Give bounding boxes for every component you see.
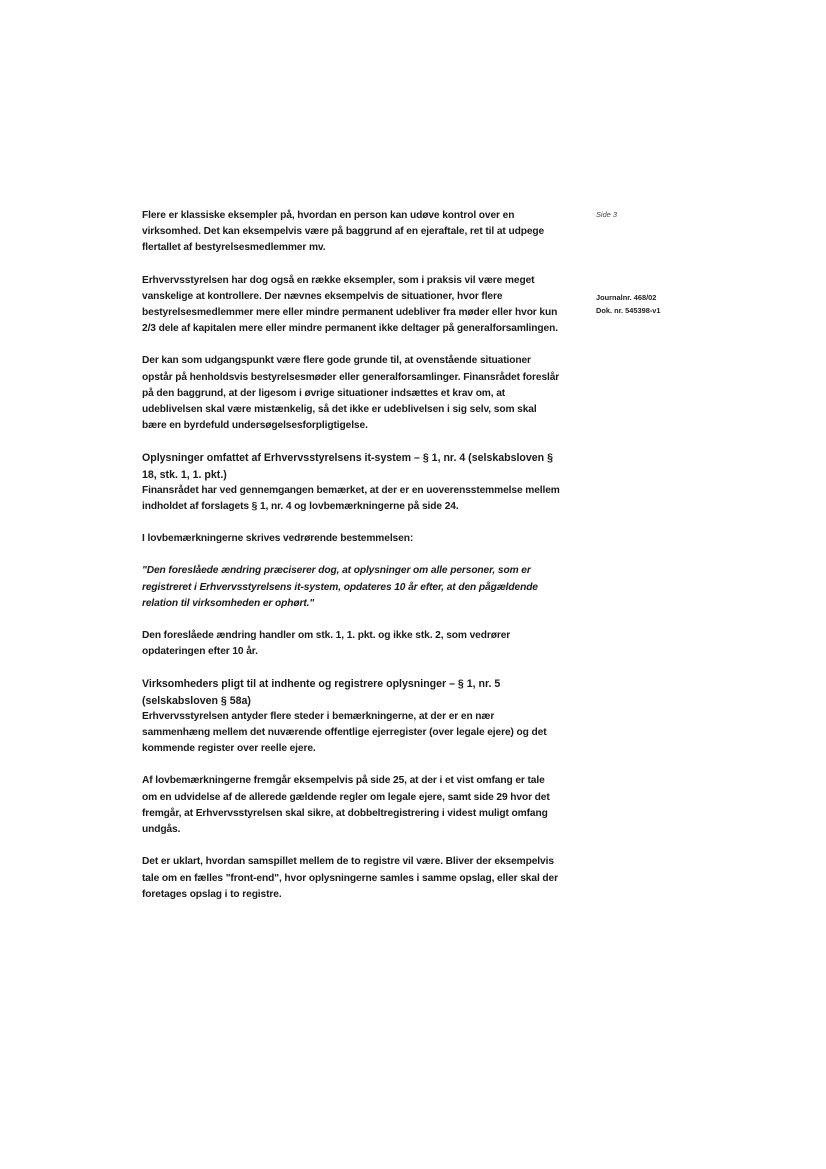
paragraph-discrepancy: Finansrådet har ved gennemgangen bemærket, at der er en uoverensstemmelse mellem indholdet af forslagets § 1, nr. 4 og lovbemærkningerne på side 24. [142, 484, 560, 513]
document-number: Dok. nr. 545398-v1 [596, 306, 661, 315]
paragraph-amendment: Den foreslåede ændring handler om stk. 1, 1. pkt. og ikke stk. 2, som vedrører opdateringen efter 10 år. [142, 630, 511, 658]
paragraph-control-examples: Flere er klassiske eksempler på, hvordan en person kan udøve kontrol over en virksomhed. Det kan eksempelvis være på baggrund af en ejeraftale, ret til at udpege flertallet af bestyrelsesmedlemmer mv. [142, 210, 545, 254]
body-text [142, 208, 560, 919]
paragraph-quote-intro: I lovbemærkningerne skrives vedrørende bestemmelsen: [142, 533, 414, 545]
paragraph-extension: Af lovbemærkningerne fremgår eksempelvis på side 25, at der i et vist omfang er tale om en udvidelse af de allerede gældende regler om legale ejere, samt side 29 hvor det fremgår, at Erhvervsstyrelsen skal sikre, at dobbeltregistrering i videst muligt omfang undgås. [142, 775, 550, 836]
journal-number: Journalnr. 468/02 [596, 293, 657, 302]
section-heading-obligation: Virksomheders pligt til at indhente og registrere oplysninger – § 1, nr. 5 (selskabsloven § 58a) [142, 678, 501, 707]
paragraph-hard-to-control: Erhvervsstyrelsen har dog også en række eksempler, som i praksis vil være meget vanskelige at kontrollere. Der nævnes eksempelvis de situationer, hvor flere bestyrelsesmedlemmer mere eller mindre permanent udebliver fra møder eller hvor kun 2/3 dele af kapitalen mere eller mindre permanent ikke deltager på generalforsamlingen. [142, 274, 558, 335]
paragraph-finansraadet-proposal: Der kan som udgangspunkt være flere gode grunde til, at ovenstående situationer opstår på henholdsvis bestyrelsesmøder eller generalforsamlinger. Finansrådet foreslår på den baggrund, at der ligesom i øvrige situationer indsættes et krav om, at udeblivelsen skal være mistænkelig, så det ikke er udeblivelsen i sig selv, som skal bære en byrdefuld undersøgelsesforpligtigelse. [142, 355, 560, 432]
paragraph-unclear: Det er uklart, hvordan samspillet mellem de to registre vil være. Bliver der eksempelvis tale om en fælles "front-end", hvor oplysningerne samles i samme opslag, eller skal der foretages opslag i to registre. [142, 856, 558, 900]
paragraph-registers: Erhvervsstyrelsen antyder flere steder i bemærkningerne, at der er en nær sammenhæng mellem det nuværende offentlige ejerregister (over legale ejere) og det kommende register over reelle ejere. [142, 710, 547, 755]
quote-block: "Den foreslåede ændring præciserer dog, at oplysninger om alle personer, som er registreret i Erhvervsstyrelsens it-system, opdateres 10 år efter, at den pågældende relation til virksomheden er ophørt." [142, 565, 538, 609]
reference-block [596, 291, 661, 317]
page-number: Side 3 [596, 210, 617, 219]
section-heading-it-system: Oplysninger omfattet af Erhvervsstyrelsens it-system – § 1, nr. 4 (selskabsloven § 18, stk. 1, 1. pkt.) [142, 452, 553, 481]
